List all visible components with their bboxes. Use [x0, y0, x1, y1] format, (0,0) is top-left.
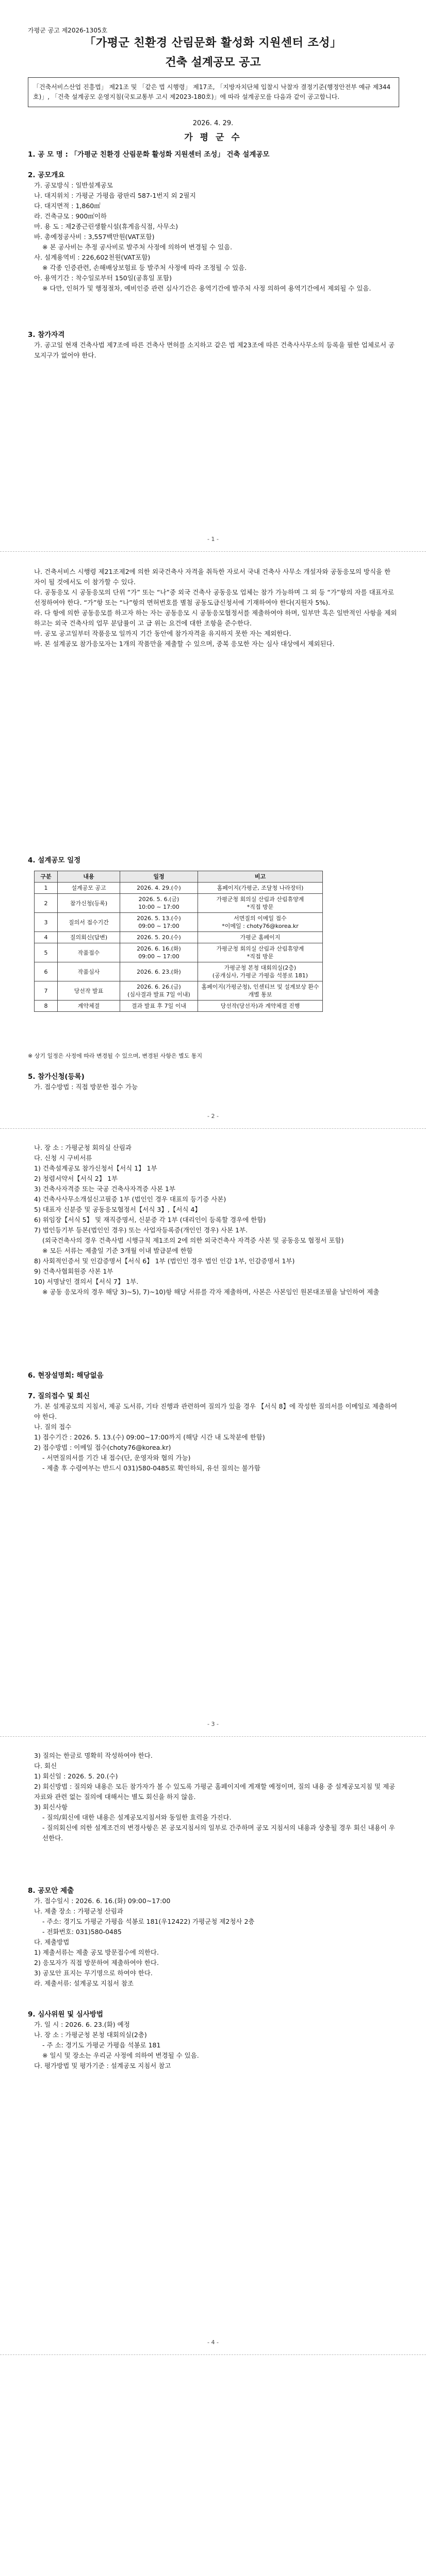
section-eligibility	[28, 330, 398, 361]
document-title: 「가평군 친환경 산림문화 활성화 지원센터 조성」	[84, 37, 342, 49]
table-cell: 당선작 발표	[58, 981, 120, 1001]
overview-line: 아. 용역기간 : 착수일로부터 150일(공휴일 포함)	[34, 274, 172, 282]
jury-note: - 주 소: 경기도 가평군 가평읍 석봉로 181	[42, 2041, 161, 2049]
questions-note: - 질의/회신에 대한 내용은 설계공모지침서와 동일한 효력을 가진다.	[42, 1814, 232, 1821]
registration-item: 3) 건축사자격증 또는 국공 건축사자격증 사본 1부	[34, 1185, 176, 1193]
table-cell: 6	[35, 962, 58, 981]
column-header: 구분	[35, 871, 58, 883]
questions-line: 3) 질의는 한글로 명확히 작성하여야 한다.	[34, 1752, 153, 1759]
notice-number: 가평군 공고 제2026-1305호	[28, 27, 108, 34]
overview-line: 바. 총예정공사비 : 3,557백만원(VAT포함)	[34, 233, 155, 241]
column-header: 비고	[198, 871, 323, 883]
issuer: 가 평 군 수	[184, 132, 242, 143]
schedule-table	[34, 871, 323, 1012]
table-cell: 3	[35, 913, 58, 932]
section-schedule	[28, 855, 398, 866]
table-cell: 가평군청 회의실 산림과 산림휴양계 *직접 방문	[198, 943, 323, 962]
overview-line: 가. 공모방식 : 일반설계공모	[34, 181, 113, 189]
section-site-briefing	[28, 1370, 398, 1381]
registration-item: 8) 사회적인증서 및 인감증명서【서식 6】 1부 (법인인 경우 법인 인감 1부, 인감증명서 1부)	[34, 1257, 295, 1265]
table-cell: 5	[35, 943, 58, 962]
registration-item: 9) 건축사협회원증 사본 1부	[34, 1267, 113, 1275]
questions-line: 2) 접수방법 : 이메일 접수(choty76@korea.kr)	[34, 1444, 171, 1451]
section-questions-cont	[28, 1751, 398, 1843]
table-cell: 2026. 5. 6.(금) 10:00 ~ 17:00	[120, 894, 198, 913]
section-title: 5. 참가신청(등록)	[28, 1073, 85, 1081]
questions-line: 다. 회신	[34, 1762, 57, 1770]
table-cell: 작품심사	[58, 962, 120, 981]
schedule-row	[35, 894, 323, 913]
table-cell: 가평군 홈페이지	[198, 932, 323, 943]
overview-line: 라. 건축규모 : 900㎡이하	[34, 212, 107, 220]
table-cell: 2026. 5. 13.(수) 09:00 ~ 17:00	[120, 913, 198, 932]
schedule-row	[35, 932, 323, 943]
page-number: - 1 -	[207, 536, 219, 543]
section-title: 7. 질의접수 및 회신	[28, 1392, 90, 1400]
questions-note: - 서면질의서를 기간 내 접수(단, 운영자와 협의 가능)	[42, 1454, 191, 1462]
overview-line: 다. 대지면적 : 1,860㎡	[34, 202, 101, 210]
submission-item: 2) 응모자가 직접 방문하여 제출하여야 한다.	[34, 1959, 159, 1967]
submission-line: 라. 제출서류: 설계공모 지침서 참조	[34, 1979, 134, 1987]
table-cell: 2026. 6. 26.(금) (심사결과 발표 7일 이내)	[120, 981, 198, 1001]
eligibility-line: 나. 건축서비스 시행령 제21조제2에 의한 외국건축사 자격을 취득한 자로서 국내 건축사 사무소 개설자와 공동응모의 방식을 한 자이 될 것에서도 이 참가할 수 있다.	[34, 568, 391, 586]
eligibility-line: 가. 공고일 현재 건축사법 제7조에 따른 건축사 면허를 소지하고 같은 법 제23조에 따른 건축사사무소의 등록을 필한 업체로서 공모지구가 없어야 한다.	[34, 341, 395, 359]
schedule-row	[35, 1001, 323, 1012]
table-cell: 설계공모 공고	[58, 883, 120, 894]
section-title: 8. 공모안 제출	[28, 1887, 74, 1895]
registration-note: (외국건축사의 경우 건축사법 시행규칙 제1조의 2에 의한 외국건축사 자격증 사본 및 공동응모 협정서 포함)	[42, 1236, 344, 1244]
registration-item: 5) 대표자 신분증 및 공동응모협정서【서식 3】,【서식 4】	[34, 1206, 201, 1213]
table-cell: 질의회신(답변)	[58, 932, 120, 943]
schedule-row	[35, 981, 323, 1001]
section-overview	[28, 170, 398, 294]
overview-line: 마. 용 도 : 제2종근린생활시설(휴게음식점, 사무소)	[34, 223, 178, 230]
section-submission	[28, 1886, 398, 1989]
page-number: - 3 -	[207, 1721, 219, 1727]
schedule-row	[35, 943, 323, 962]
overview-note: ※ 다만, 인허가 및 행정절차, 예비인증 관련 심사기간은 용역기간에 발주처 사정 의하여 용역기간에서 제외될 수 있음.	[42, 284, 371, 292]
overview-note: ※ 각종 인증관련, 손해배상보험료 등 발주처 사정에 따라 조정될 수 있음.	[42, 264, 247, 272]
schedule-row	[35, 913, 323, 932]
submission-line: 다. 제출방법	[34, 1938, 70, 1946]
table-cell: 가평군청 회의실 산림과 산림휴양계 *직접 방문	[198, 894, 323, 913]
overview-line: 나. 대지위치 : 가평군 가평읍 광판리 587-1번지 외 2필지	[34, 192, 196, 199]
jury-note: ※ 일시 및 장소는 우리군 사정에 의하여 변경될 수 있음.	[42, 2052, 199, 2059]
registration-item: 10) 서명날인 결의서【서식 7】 1부.	[34, 1278, 139, 1285]
registration-note: ※ 모든 서류는 제출일 기준 3개월 이내 발급분에 한함	[42, 1247, 193, 1255]
table-cell: 4	[35, 932, 58, 943]
registration-item: 2) 청렴서약서【서식 2】 1부	[34, 1175, 118, 1182]
section-title: 3. 참가자격	[28, 331, 65, 339]
registration-line: 가. 접수방법 : 직접 방문한 접수 가능	[34, 1083, 138, 1091]
table-cell: 계약체결	[58, 1001, 120, 1012]
questions-note: - 제출 후 수령여부는 반드시 031)580-0485로 확인하되, 유선 질의는 불가함	[42, 1464, 260, 1472]
eligibility-line: 라. 다 항에 의한 공동응모를 하고자 하는 자는 공동응모 시 공동응모협정서를 제출하여야 하며, 일부만 혹은 일반적인 사항을 제외하고는 외국 건축사의 업무 분담률이 고 급 위는 요건에 대한 조항을 준수한다.	[34, 609, 397, 627]
table-cell: 2026. 6. 16.(화) 09:00 ~ 17:00	[120, 943, 198, 962]
notice-date: 2026. 4. 29.	[192, 120, 234, 127]
registration-item: 1) 건축설계공모 참가신청서【서식 1】 1부	[34, 1164, 157, 1172]
document-subtitle: 건축 설계공모 공고	[165, 56, 261, 69]
jury-line: 가. 일 시 : 2026. 6. 23.(화) 예정	[34, 2021, 130, 2028]
table-cell: 2026. 4. 29.(수)	[120, 883, 198, 894]
registration-item: 4) 건축사사무소개설신고필증 1부 (법인인 경우 대표의 등기증 사본)	[34, 1195, 226, 1203]
eligibility-line: 다. 공동응모 시 공동응모의 단위 “가” 또는 “나”중 외국 건축사 공동응모 업체는 참가 가능하며 그 외 등 “가”항의 자를 대표자로 선정하여야 한다. “가”항 또는 “나”항의 면허번호를 별첨 공동도급신청서에 기재하여야 한다(지원자 5%).	[34, 588, 394, 606]
table-cell: 7	[35, 981, 58, 1001]
table-cell: 서면질의 이메일 접수 *이메일 : choty76@korea.kr	[198, 913, 323, 932]
page-break	[0, 1128, 426, 1129]
page-break	[0, 2354, 426, 2355]
schedule-row	[35, 883, 323, 894]
submission-note: - 주소: 경기도 가평군 가평읍 석봉로 181(우12422) 가평군청 제2청사 2층	[42, 1918, 255, 1925]
section-registration	[28, 1072, 398, 1092]
table-cell: 2026. 6. 23.(화)	[120, 962, 198, 981]
registration-line: 나. 장 소 : 가평군청 회의실 산림과	[34, 1144, 132, 1151]
questions-note: - 질의회신에 의한 설계조건의 변경사항은 본 공모지침서의 일부로 간주하며 공모 지침서의 내용과 상충될 경우 회신 내용이 우선한다.	[42, 1824, 395, 1842]
section-title: 4. 설계공모 일정	[28, 856, 81, 865]
table-cell: 홈페이지(가평군, 조달청 나라장터)	[198, 883, 323, 894]
section-questions	[28, 1391, 398, 1473]
intro-box: 「건축서비스산업 진흥법」 제21조 및 「같은 법 시행령」 제17조, 「지방자치단체 입찰시 낙찰자 결정기준(행정안전부 예규 제344호)」, 「건축 설계공모 운영지침(국토교통부 고시 제2023-180호)」에 따라 설계공모를 다음과 같이 공고합니다.	[28, 77, 399, 107]
eligibility-line: 마. 공모 공고일부터 작품응모 일까지 기간 동안에 참가자격을 유지하지 못한 자는 제외한다.	[34, 630, 291, 637]
eligibility-line: 바. 본 설계공모 참가응모자는 1개의 작품만을 제출할 수 있으며, 중복 응모한 자는 심사 대상에서 제외된다.	[34, 640, 335, 648]
registration-item: 7) 법인등기부 등본(법인인 경우) 또는 사업자등록증(개인인 경우) 사본 1부.	[34, 1226, 248, 1234]
section-title: 6. 현장설명회: 해당없음	[28, 1371, 104, 1380]
table-cell: 1	[35, 883, 58, 894]
table-cell: 작품접수	[58, 943, 120, 962]
registration-note: ※ 공동 응모자의 경우 해당 3)~5), 7)~10)항 해당 서류를 각자 제출하며, 사본은 사본임인 원본대조필을 날인하여 제출	[42, 1288, 380, 1296]
column-header: 일정	[120, 871, 198, 883]
registration-line: 다. 신청 시 구비서류	[34, 1154, 92, 1162]
registration-item: 6) 위임장【서식 5】 및 재직증명서, 신분증 각 1부 (대리인이 등록할 경우에 한함)	[34, 1216, 266, 1224]
page-number: - 2 -	[207, 1113, 219, 1120]
questions-line: 나. 질의 접수	[34, 1423, 72, 1431]
table-cell: 참가신청(등록)	[58, 894, 120, 913]
jury-line: 나. 장 소 : 가평군청 본청 대회의실(2층)	[34, 2031, 147, 2039]
section-eligibility-cont	[28, 567, 398, 649]
section-registration-cont	[28, 1143, 398, 1297]
overview-line: 사. 설계용역비 : 226,602천원(VAT포함)	[34, 253, 151, 261]
jury-line: 다. 평가방법 및 평가기준 : 설계공모 지침서 참고	[34, 2062, 171, 2070]
table-cell: 홈페이지(가평군청), 인센티브 및 설계보상 환수 개별 통보	[198, 981, 323, 1001]
table-cell: 가평군청 본청 대회의실(2층) (공개심사, 가평군 가평읍 석봉로 181)	[198, 962, 323, 981]
table-cell: 2026. 5. 20.(수)	[120, 932, 198, 943]
submission-note: - 전화번호: 031)580-0485	[42, 1928, 122, 1936]
submission-item: 1) 제출서류는 제출 공모 방문접수에 의한다.	[34, 1948, 159, 1956]
questions-line: 1) 회신일 : 2026. 5. 20.(수)	[34, 1772, 118, 1780]
section-title: 9. 심사위원 및 심사방법	[28, 2010, 103, 2019]
submission-line: 가. 접수일시 : 2026. 6. 16.(화) 09:00~17:00	[34, 1897, 171, 1905]
table-cell: 결과 발표 후 7일 이내	[120, 1001, 198, 1012]
section-contest-name	[28, 149, 398, 160]
questions-line: 1) 접수기간 : 2026. 5. 13.(수) 09:00~17:00까지 (해당 시간 내 도착분에 한함)	[34, 1433, 265, 1441]
table-cell: 8	[35, 1001, 58, 1012]
questions-line: 2) 회신방법 : 질의와 내용은 모든 참가자가 볼 수 있도록 가평군 홈페이지에 게재할 예정이며, 질의 내용 중 설계공모지침 및 제공자료와 관련 없는 질의에 대해서는 별도 회신을 하지 않음.	[34, 1783, 396, 1801]
table-cell: 질의서 접수기간	[58, 913, 120, 932]
column-header: 내용	[58, 871, 120, 883]
page-number: - 4 -	[207, 2339, 219, 2346]
section-title: 2. 공모개요	[28, 171, 65, 179]
questions-line: 3) 회신사항	[34, 1803, 68, 1811]
questions-line: 가. 본 설계공모의 지침서, 제공 도서류, 기타 진행과 관련하여 질의가 있을 경우 【서식 8】에 작성한 질의서를 이메일로 제출하여야 한다.	[34, 1402, 398, 1420]
section-title: 1. 공 모 명 : 「가평군 친환경 산림문화 활성화 지원센터 조성」 건축 설계공모	[28, 150, 270, 159]
submission-line: 나. 제출 장소 : 가평군청 산림과	[34, 1907, 123, 1915]
table-cell: 당선작(당선자)과 계약체결 진행	[198, 1001, 323, 1012]
submission-item: 3) 공모안 표지는 무기명으로 하여야 한다.	[34, 1969, 153, 1977]
page-break	[0, 551, 426, 552]
overview-note: ※ 본 공사비는 추정 공사비로 발주처 사정에 의하여 변경될 수 있음.	[42, 243, 233, 251]
table-cell: 2	[35, 894, 58, 913]
page-break	[0, 1736, 426, 1737]
section-jury	[28, 2009, 398, 2071]
schedule-row	[35, 962, 323, 981]
schedule-footnote: ※ 상기 일정은 사정에 따라 변경될 수 있으며, 변경된 사항은 별도 통지	[28, 1053, 203, 1059]
